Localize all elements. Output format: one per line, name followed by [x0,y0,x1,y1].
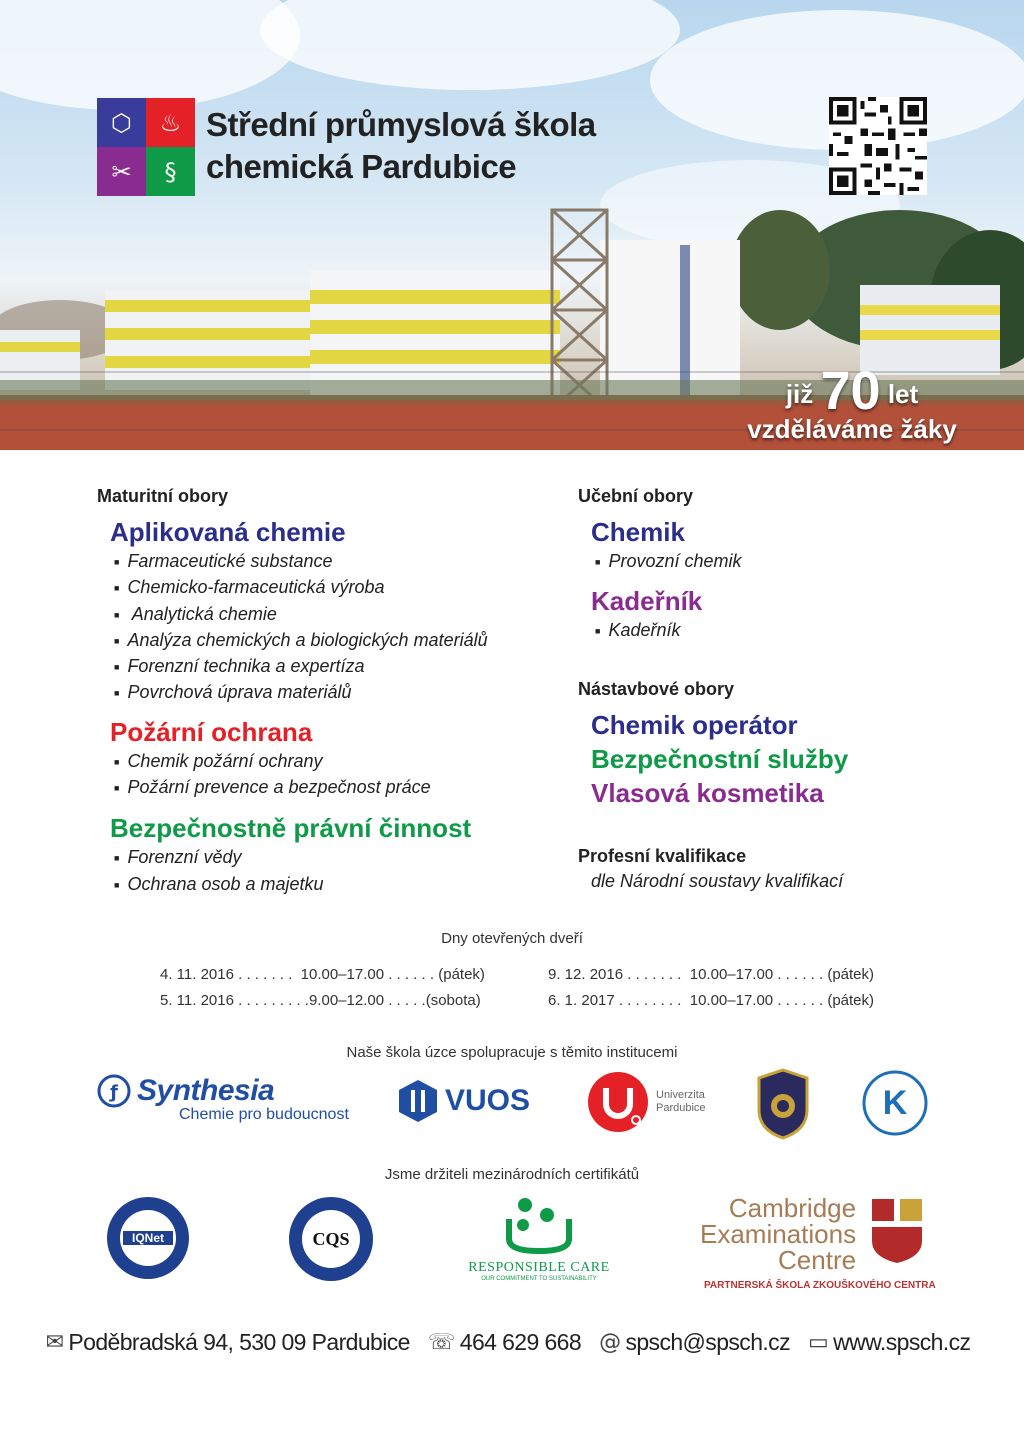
at-icon: @ [599,1329,621,1355]
list-item: ■ Požární prevence a bezpečnost práce [114,775,567,801]
list-item: ■ Farmaceutické substance [114,549,567,575]
open-day-date: 4. 11. 2016 . . . . . . . 10.00–17.00 . . . . . . (pátek) [160,966,485,983]
list-item: ■ Chemicko-farmaceutická výroba [114,575,567,601]
partners-title: Naše škola úzce spolupracuje s těmito institucemi [346,1044,678,1061]
responsible-care-icon [465,1195,613,1255]
school-logo [97,98,195,196]
cqs-label: CQS [312,1229,350,1249]
maturitni-section [97,486,567,898]
list-item: ■ Provozní chemik [595,549,978,575]
program-bezpecnostni-sluzby: Bezpečnostní služby [591,744,849,774]
envelope-icon: ✉ [45,1329,64,1355]
vuos-name: VUOS [445,1084,531,1117]
list-item: ■ Forenzní technika a expertíza [114,654,567,680]
anniversary-suffix: let [887,379,919,409]
paragraph-icon: § [146,147,195,196]
open-day-date: 5. 11. 2016 . . . . . . . . .9.00–12.00 . . . . .(sobota) [160,992,481,1009]
footer-web-link[interactable]: www.spsch.cz [833,1328,971,1355]
computer-icon: ▭ [807,1329,829,1355]
school-name-line2: chemická Pardubice [206,148,517,185]
anniversary-prefix: již [785,379,814,409]
synthesia-name: Synthesia [137,1074,275,1107]
profesni-label: Profesní kvalifikace [578,846,747,866]
iqnet-label: IQNet [131,1231,165,1245]
open-day-date: 6. 1. 2017 . . . . . . . . 10.00–17.00 . . . . . . (pátek) [548,992,875,1009]
footer-email[interactable]: spsch@spsch.cz [625,1328,790,1355]
list-item: ■ Kadeřník [595,618,978,644]
school-name [206,104,596,188]
maturitni-label: Maturitní obory [97,486,228,506]
cambridge-sub: PARTNERSKÁ ŠKOLA ZKOUŠKOVÉHO CENTRA [704,1280,936,1291]
cambridge-line1: Cambridge [728,1193,857,1223]
footer-phone[interactable]: 464 629 668 [459,1328,582,1355]
program-aplikovana-chemie: Aplikovaná chemie [110,517,346,547]
anniversary-tagline: vzděláváme žáky [747,414,957,444]
hero-banner [0,0,1024,450]
open-days-title: Dny otevřených dveří [441,930,583,947]
phone-icon: ☏ [427,1329,455,1355]
contact-footer [0,1322,1024,1362]
list-item: ■ Analýza chemických a biologických materiálů [114,628,567,654]
svg-text:ƒ: ƒ [110,1082,118,1103]
list-item: ■ Chemik požární ochrany [114,749,567,775]
footer-address: Poděbradská 94, 530 09 Pardubice [68,1328,410,1355]
vuos-icon [397,1078,439,1124]
list-item: ■ Forenzní vědy [114,845,567,871]
iqnet-certificate-icon [105,1195,191,1286]
cqs-certificate-icon [287,1195,375,1288]
upce-logo[interactable] [586,1070,706,1134]
program-pozarni-ochrana: Požární ochrana [110,716,313,747]
scissors-icon: ✂ [97,147,146,196]
program-kadernik: Kadeřník [591,586,703,617]
upce-icon [586,1070,650,1134]
vuos-logo[interactable] [397,1078,530,1124]
list-item: ■ Ochrana osob a majetku [114,872,567,898]
upce-line2: Pardubice [656,1102,706,1114]
program-chemik-operator: Chemik operátor [591,710,798,740]
program-vlasova-kosmetika: Vlasová kosmetika [591,778,824,808]
responsible-care-sub: OUR COMMITMENT TO SUSTAINABILITY [481,1276,597,1282]
anniversary-number: 70 [820,361,881,421]
cambridge-line3: Centre [778,1245,857,1275]
profesni-section [578,846,998,892]
qr-code-icon[interactable] [829,97,927,195]
nastavbove-section [578,679,998,810]
synthesia-tagline: Chemie pro budoucnost [179,1106,349,1123]
cambridge-shield-icon [870,1195,926,1265]
responsible-care-logo [465,1195,613,1282]
flame-icon: ♨ [146,98,195,147]
certificates-title: Jsme držiteli mezinárodních certifikátů [384,1166,640,1183]
svg-text:K: K [882,1084,908,1122]
ucebni-section [578,486,978,645]
ucebni-label: Učební obory [578,486,694,506]
hexagon-icon: ⬡ [97,98,146,147]
school-name-line1: Střední průmyslová škola [206,106,596,143]
profesni-text: dle Národní soustavy kvalifikací [591,871,844,891]
nastavbove-label: Nástavbové obory [578,679,735,699]
synthesia-logo[interactable] [97,1074,349,1124]
firefighters-badge-icon[interactable] [757,1068,809,1145]
cambridge-logo [700,1195,926,1273]
open-day-date: 9. 12. 2016 . . . . . . . 10.00–17.00 . . . . . . (pátek) [548,966,875,983]
upce-line1: Univerzita [656,1089,705,1101]
draslovka-logo[interactable] [862,1070,928,1141]
anniversary-badge [742,360,962,445]
program-bezpecnostne-pravni-cinnost: Bezpečnostně právní činnost [110,813,472,844]
list-item: ■ Povrchová úprava materiálů [114,680,567,706]
list-item: ■ Analytická chemie [114,602,567,628]
responsible-care-label: RESPONSIBLE CARE [468,1260,610,1275]
cambridge-line2: Examinations [700,1219,857,1249]
synthesia-icon [97,1074,131,1108]
program-chemik: Chemik [591,517,685,547]
